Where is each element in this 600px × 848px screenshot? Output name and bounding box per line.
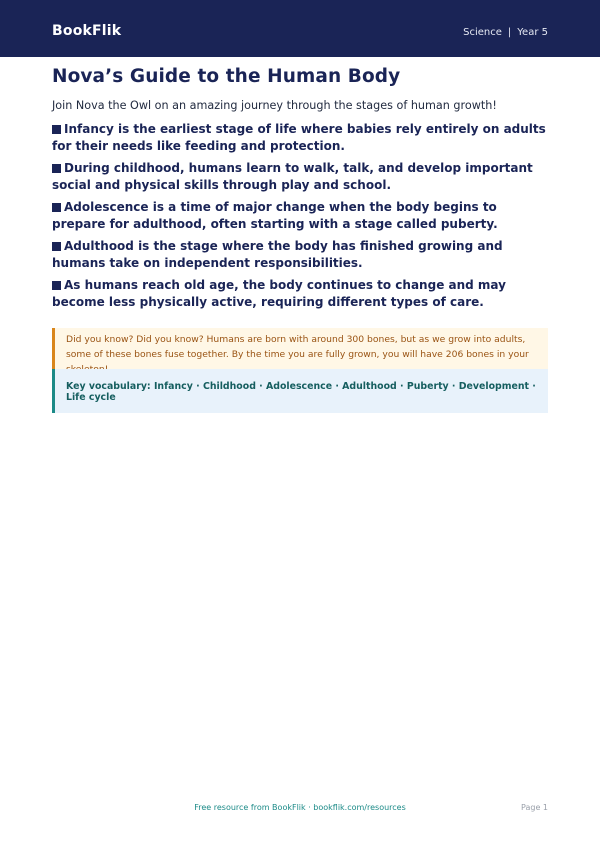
key-point: [52, 238, 548, 272]
subject-label: Science: [463, 27, 502, 38]
square-bullet-icon: [52, 242, 61, 251]
square-bullet-icon: [52, 203, 61, 212]
footer-link-text[interactable]: Free resource from BookFlik · bookflik.com/resources: [194, 803, 406, 812]
subject-year-label: [463, 27, 548, 38]
key-points-list: [52, 121, 548, 316]
did-you-know-box: [52, 328, 548, 369]
key-point-text: Infancy is the earliest stage of life where babies rely entirely on adults for their needs like feeding and protection.: [52, 122, 546, 153]
page-header: [0, 0, 600, 57]
key-point-text: As humans reach old age, the body continues to change and may become less physically active, requiring different types of care.: [52, 278, 506, 309]
key-point: [52, 277, 548, 311]
intro-text: Join Nova the Owl on an amazing journey through the stages of human growth!: [52, 99, 497, 112]
brand-logo-text: BookFlik: [52, 23, 122, 39]
key-vocabulary-text: Key vocabulary: Infancy · Childhood · Adolescence · Adulthood · Puberty · Development · Life cycle: [66, 381, 536, 403]
key-point: [52, 121, 548, 155]
meta-separator: |: [507, 27, 512, 38]
square-bullet-icon: [52, 164, 61, 173]
key-point-text: Adolescence is a time of major change when the body begins to prepare for adulthood, often starting with a stage called puberty.: [52, 200, 498, 231]
key-point-text: During childhood, humans learn to walk, talk, and develop important social and physical skills through play and school.: [52, 161, 533, 192]
square-bullet-icon: [52, 125, 61, 134]
key-point: [52, 199, 548, 233]
year-label: Year 5: [517, 27, 548, 38]
key-vocabulary-box: [52, 369, 548, 413]
key-point-text: Adulthood is the stage where the body has finished growing and humans take on independent responsibilities.: [52, 239, 503, 270]
square-bullet-icon: [52, 281, 61, 290]
did-you-know-text: Did you know? Did you know? Humans are born with around 300 bones, but as we grow into adults, some of these bones fuse together. By the time you are fully grown, you will have 206 bones in your: [66, 334, 529, 360]
key-point: [52, 160, 548, 194]
page-title: Nova’s Guide to the Human Body: [52, 66, 401, 87]
page-number: Page 1: [521, 803, 548, 812]
